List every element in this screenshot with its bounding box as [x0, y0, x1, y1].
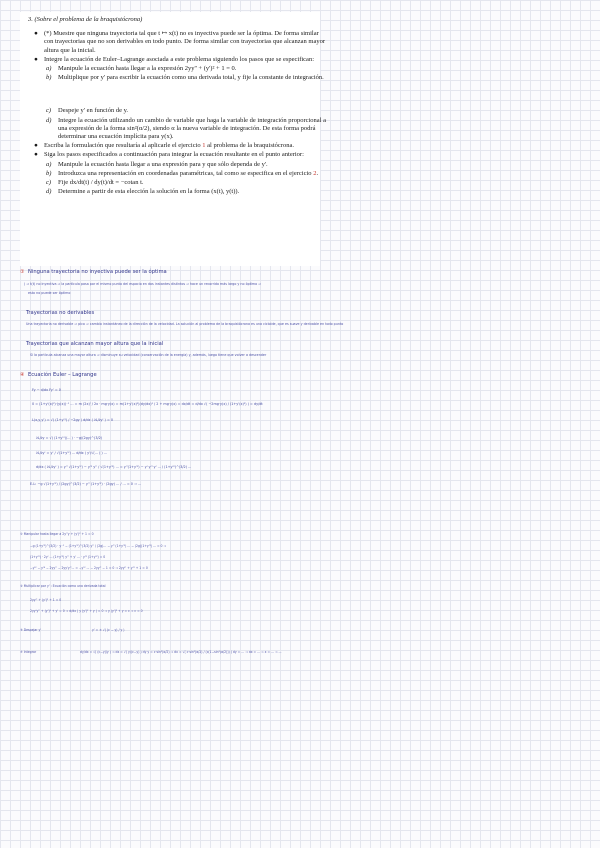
- note-line: (1+y'²) · 2y' ... (1+y'²) y'' + y' ... · y'² (1+y'²) = 0: [30, 555, 106, 559]
- step-text: Despeje y' en función de y.: [58, 107, 129, 115]
- note-heading: ④ Integrar: [20, 650, 37, 654]
- note-heading: ① Manipular hasta llegar a 2y''y + (y')² + 1 = 0: [20, 532, 94, 536]
- step-item: [46, 188, 328, 196]
- note-marker: ④: [20, 372, 25, 378]
- equation-line: ∂L/∂y' = y' / √(1+y'²) ... d/dx ( y'/√(... ) ) ...: [36, 451, 108, 455]
- bullet-item: [34, 142, 328, 150]
- note-line: ( ⇒ t(t) no inyectiva ⇒ la partícula pasa por el mismo punto del espacio en dos instantes distintos ⇒ hace un recorrido más largo y no óptimo ⇒: [24, 282, 261, 286]
- step-item: [46, 117, 328, 142]
- note-line: 2yy'' + (y')² + 1 = 0: [30, 598, 62, 602]
- step-text-tail: .: [316, 169, 319, 177]
- problem-statement: [28, 16, 328, 197]
- step-item: [46, 107, 328, 115]
- note-heading: ③ Despejar y': [20, 628, 42, 632]
- step-text: Introduzca una representación en coordenadas paramétricas, tal como se especifica en el ejercicio: [58, 169, 314, 177]
- note-line: dy/dx = √( (c−y)/y ) ⇒ dx = √( y/(c−y) ) dy y = c·sin²(α/2) ⇒ dx = √( c·sin²(α/2) / (c(1−sin²(α/2))) ) dy = ... ⇒ dx = ... ⇒ x = ... ⇒ ...: [80, 650, 282, 654]
- exercise-link[interactable]: 2: [313, 169, 317, 177]
- step-label: d): [46, 116, 52, 124]
- step-item: [46, 65, 328, 73]
- equation-line: Fy − d/dx Fy' = 0: [32, 388, 61, 392]
- step-label: b): [46, 74, 52, 82]
- step-label: d): [46, 188, 52, 196]
- note-line: −y'² − y'⁴ − 2yy'' − 2yy'y''... = −y'² ... − 2yy'' − 1 = 0 ⇒ 2yy'' + y'² + 1 = 0: [30, 566, 148, 570]
- bullet-item: [34, 30, 328, 55]
- step-label: c): [46, 179, 52, 187]
- bullet-dot-icon: ●: [34, 151, 38, 159]
- note-heading: ② Multiplicar por y' : Ecuación como una derivada total: [20, 584, 106, 588]
- bullet-item: [34, 56, 328, 64]
- blank-space: [28, 83, 328, 107]
- note-line: esto no puede ser óptimo: [28, 291, 71, 295]
- exercise-link[interactable]: 1: [202, 142, 206, 150]
- note-heading: Ecuación Euler – Lagrange: [28, 372, 97, 378]
- note-heading: Trayectorias no derivables: [26, 310, 95, 316]
- bullet-dot-icon: ●: [34, 55, 38, 63]
- step-text: Multiplique por y' para escribir la ecuación como una derivada total, y fije la constante de integración.: [58, 74, 324, 82]
- note-line: Si la partícula alcanza una mayor altura ⇒ disminuye su velocidad (conservación de la energía) y, además, luego tiene que volver a descender: [30, 353, 267, 357]
- bullet-text: Escriba la formulación que resultaría al aplicarle el ejercicio: [44, 142, 203, 150]
- bullet-dot-icon: ●: [34, 30, 38, 38]
- step-label: a): [46, 160, 52, 168]
- bullet-item: [34, 151, 328, 159]
- equation-line: d/dx ( ∂L/∂y' ) = y'' √(1+y'²) − y'² y'' / √(1+y'²) ... = y''(1+y'²) − y'·y''·y' ... / (1+y'²)^(3/2) ...: [36, 465, 192, 469]
- step-text: Determine a partir de esta elección la solución en la forma (x(t), y(t)).: [58, 188, 240, 196]
- step-text: Manipule la ecuación hasta llegar a la expresión 2yy'' + (y')² + 1 = 0.: [58, 65, 237, 73]
- bullet-dot-icon: ●: [34, 142, 38, 150]
- step-label: a): [46, 65, 52, 73]
- note-line: 2yy'y'' + (y')³ + y' = 0 ⇒ d/dx ( y (y')² + y ) = 0 ⇒ y (y')² + y = c ⇒ c = 0: [30, 609, 143, 613]
- note-line: y' = ± √( (c − y) / y ): [92, 628, 125, 632]
- note-heading: Trayectorias que alcanzan mayor altura que la inicial: [26, 341, 164, 347]
- bullet-text: Siga los pasos especificados a continuación para integrar la ecuación resultante en el punto anterior:: [44, 151, 304, 159]
- step-text: Fije dx/dt(t) / dy(t)/dt = −cotan t.: [58, 179, 144, 187]
- step-label: b): [46, 169, 52, 177]
- note-line: Una trayectoria no derivable ⇒ pico ⇒ cambio instantáneo de la dirección de la velocidad. La solución al problema de la braquistócrona es una cicloide, que es suave y derivable en todo punto: [26, 322, 344, 326]
- step-item: [46, 161, 328, 169]
- note-line: −g (1+y'²)^(3/2) · y⁻¹ − (1+y'²)^(3/2) y'' / (2g)... − y'' (1+y'²) ... − (2g)(1+y'²) ... = 0 ⇒: [30, 544, 167, 548]
- bullet-text-tail: al problema de la braquistócrona.: [205, 142, 294, 150]
- step-item: [46, 74, 328, 82]
- equation-line: 0 = (1+y'(x)²)·(y(x))⁻¹ ... = m (2x)' / 2x · mg·y(x) = m(1+y'(x)²)(dy/dx)² / 2 + mg·y(x) = dx/dt = d/dx √( −2mg·y(x) / (1+y'(x)²) ) = dy/dt: [32, 402, 263, 406]
- step-text: Manipule la ecuación hasta llegar a una expresión para y que sólo dependa de y'.: [58, 160, 268, 168]
- problem-title: 3. (Sobre el problema de la braquistócrona): [28, 16, 143, 23]
- bullet-text: (*) Muestre que ninguna trayectoria tal que t ↦ x(t) no es inyectiva puede ser la óptima. De forma similar con trayectorias que no son derivables en todo punto. De forma similar con trayectorias que alcanzan mayor altura que la inicial.: [44, 30, 326, 54]
- note-marker: ①: [20, 269, 25, 275]
- equation-line: L(x,y,y') = √( (1+y'²) / −2gy ) d/dx ( ∂L/∂y' ) = 0: [32, 418, 114, 422]
- equation-line: ∂L/∂y = √( (1+y'²)/... ) · −g/(2gy)^(3/2): [36, 436, 103, 440]
- step-label: c): [46, 107, 52, 115]
- step-item: [46, 179, 328, 187]
- equation-line: E-L: −g √(1+y'²) / (2gy)^(3/2) − y'' (1+y'²) · (2gy) ... / ... = 0 ⇒ ...: [30, 482, 142, 486]
- step-item: [46, 170, 328, 178]
- note-heading: Ninguna trayectoria no inyectiva puede ser la óptima: [28, 269, 167, 275]
- bullet-text: Integre la ecuación de Euler–Lagrange asociada a este problema siguiendo los pasos que se especifican:: [44, 55, 314, 63]
- step-text: Integre la ecuación utilizando un cambio de variable que haga la variable de integración proporcional a una expresión de la forma sin²(α/2), siendo α la nueva variable de integración. De esta forma podrá determinar una ecuación implícita para y(x).: [58, 116, 327, 141]
